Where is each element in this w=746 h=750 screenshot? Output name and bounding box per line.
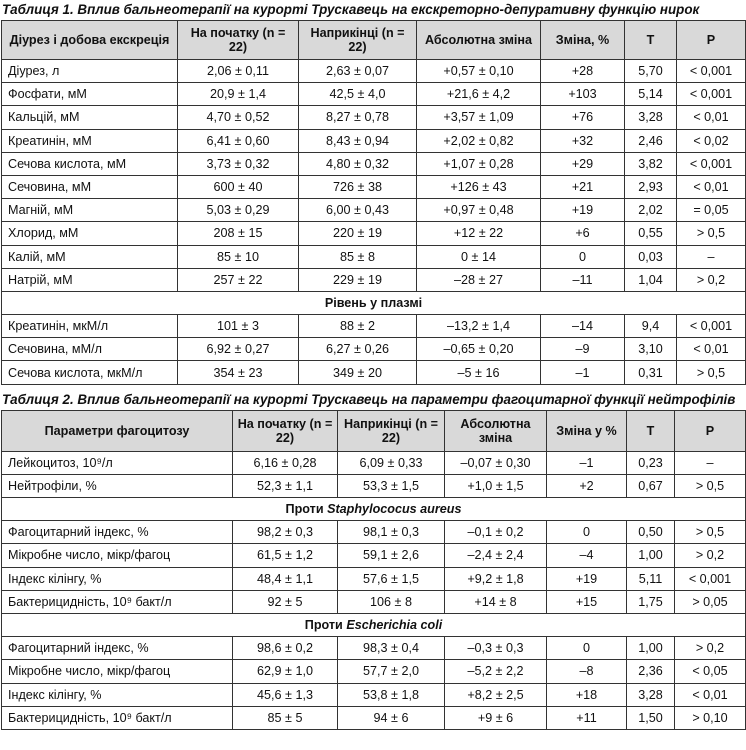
table-cell: +3,57 ± 1,09 bbox=[417, 106, 541, 129]
column-header: P bbox=[675, 410, 746, 451]
table-cell: 59,1 ± 2,6 bbox=[338, 544, 445, 567]
table-cell: –4 bbox=[547, 544, 627, 567]
table-cell: 8,43 ± 0,94 bbox=[299, 129, 417, 152]
table-cell: –9 bbox=[541, 338, 625, 361]
table-cell: > 0,2 bbox=[675, 637, 746, 660]
table-cell: 94 ± 6 bbox=[338, 706, 445, 729]
row-label: Креатинін, мМ bbox=[2, 129, 178, 152]
table-cell: +32 bbox=[541, 129, 625, 152]
table-cell: 4,70 ± 0,52 bbox=[178, 106, 299, 129]
table-cell: < 0,001 bbox=[677, 83, 746, 106]
row-label: Мікробне число, мікр/фагоц bbox=[2, 660, 233, 683]
table-cell: +19 bbox=[541, 199, 625, 222]
table-cell: 92 ± 5 bbox=[233, 590, 338, 613]
table-row bbox=[2, 83, 746, 106]
table-cell: –2,4 ± 2,4 bbox=[445, 544, 547, 567]
table-row bbox=[2, 361, 746, 384]
table-cell: +9 ± 6 bbox=[445, 706, 547, 729]
table-row bbox=[2, 637, 746, 660]
table-row bbox=[2, 706, 746, 729]
column-header: Абсолютна зміна bbox=[445, 410, 547, 451]
table-cell: < 0,01 bbox=[675, 683, 746, 706]
column-header: Наприкінці (n = 22) bbox=[299, 21, 417, 60]
table-cell: 220 ± 19 bbox=[299, 222, 417, 245]
table-cell: –5,2 ± 2,2 bbox=[445, 660, 547, 683]
table-cell: < 0,01 bbox=[677, 175, 746, 198]
row-label: Бактерицидність, 10⁹ бакт/л bbox=[2, 706, 233, 729]
table-cell: < 0,01 bbox=[677, 106, 746, 129]
table-row bbox=[2, 451, 746, 474]
table-cell: –0,3 ± 0,3 bbox=[445, 637, 547, 660]
table-cell: 257 ± 22 bbox=[178, 268, 299, 291]
table-cell: < 0,001 bbox=[677, 60, 746, 83]
table-cell: +1,07 ± 0,28 bbox=[417, 152, 541, 175]
table-cell: –14 bbox=[541, 315, 625, 338]
row-label: Діурез, л bbox=[2, 60, 178, 83]
table-cell: –0,1 ± 0,2 bbox=[445, 521, 547, 544]
row-label: Сечова кислота, мкМ/л bbox=[2, 361, 178, 384]
table-cell: < 0,001 bbox=[677, 152, 746, 175]
table-cell: 3,28 bbox=[625, 106, 677, 129]
table-cell: 6,41 ± 0,60 bbox=[178, 129, 299, 152]
table-cell: 5,03 ± 0,29 bbox=[178, 199, 299, 222]
table2-header-row bbox=[2, 410, 746, 451]
table-cell: 1,00 bbox=[627, 637, 675, 660]
table-cell: 600 ± 40 bbox=[178, 175, 299, 198]
table-cell: 349 ± 20 bbox=[299, 361, 417, 384]
section-title: Рівень у плазмі bbox=[2, 291, 746, 314]
table-cell: +12 ± 22 bbox=[417, 222, 541, 245]
table-cell: +76 bbox=[541, 106, 625, 129]
table-cell: +0,97 ± 0,48 bbox=[417, 199, 541, 222]
row-label: Сечова кислота, мМ bbox=[2, 152, 178, 175]
row-label: Фосфати, мМ bbox=[2, 83, 178, 106]
row-label: Калій, мМ bbox=[2, 245, 178, 268]
table-cell: 5,14 bbox=[625, 83, 677, 106]
row-label: Мікробне число, мікр/фагоц bbox=[2, 544, 233, 567]
table-cell: 0,23 bbox=[627, 451, 675, 474]
table-cell: 0 bbox=[547, 637, 627, 660]
row-label: Натрій, мМ bbox=[2, 268, 178, 291]
table-cell: 98,2 ± 0,3 bbox=[233, 521, 338, 544]
table-row bbox=[2, 222, 746, 245]
table-cell: 354 ± 23 bbox=[178, 361, 299, 384]
table-cell: > 0,5 bbox=[675, 521, 746, 544]
table-row bbox=[2, 152, 746, 175]
table-cell: 2,06 ± 0,11 bbox=[178, 60, 299, 83]
table-cell: 6,27 ± 0,26 bbox=[299, 338, 417, 361]
table-cell: < 0,001 bbox=[675, 567, 746, 590]
table-cell: 42,5 ± 4,0 bbox=[299, 83, 417, 106]
organism-name: Escherichia coli bbox=[346, 618, 443, 633]
table-cell: +8,2 ± 2,5 bbox=[445, 683, 547, 706]
table-cell: 85 ± 5 bbox=[233, 706, 338, 729]
table-row bbox=[2, 106, 746, 129]
table-row bbox=[2, 315, 746, 338]
table-row bbox=[2, 245, 746, 268]
row-label: Індекс кілінгу, % bbox=[2, 567, 233, 590]
column-header: Діурез і добова екскреція bbox=[2, 21, 178, 60]
column-header: Зміна, % bbox=[541, 21, 625, 60]
table-cell: +21 bbox=[541, 175, 625, 198]
table-cell: +103 bbox=[541, 83, 625, 106]
section-title bbox=[2, 498, 746, 521]
table-cell: 1,50 bbox=[627, 706, 675, 729]
table-cell: 57,7 ± 2,0 bbox=[338, 660, 445, 683]
row-label: Нейтрофіли, % bbox=[2, 474, 233, 497]
table-cell: 0,67 bbox=[627, 474, 675, 497]
table-cell: 2,93 bbox=[625, 175, 677, 198]
table-cell: > 0,5 bbox=[675, 474, 746, 497]
column-header: Зміна у % bbox=[547, 410, 627, 451]
table-cell: 45,6 ± 1,3 bbox=[233, 683, 338, 706]
table-cell: 0 ± 14 bbox=[417, 245, 541, 268]
table-cell: 9,4 bbox=[625, 315, 677, 338]
table-cell: 88 ± 2 bbox=[299, 315, 417, 338]
table1-title: Таблиця 1. Вплив бальнеотерапії на курорті Трускавець на екскреторно-депуративну функцію нирок bbox=[2, 2, 700, 17]
table-cell: 1,75 bbox=[627, 590, 675, 613]
table-cell: +126 ± 43 bbox=[417, 175, 541, 198]
table-row bbox=[2, 683, 746, 706]
table-cell: +0,57 ± 0,10 bbox=[417, 60, 541, 83]
table-cell: –28 ± 27 bbox=[417, 268, 541, 291]
table1-body bbox=[2, 60, 746, 385]
table-row bbox=[2, 175, 746, 198]
table-cell: 0 bbox=[541, 245, 625, 268]
section-row bbox=[2, 613, 746, 636]
section-row bbox=[2, 291, 746, 314]
table-cell: 2,63 ± 0,07 bbox=[299, 60, 417, 83]
table-cell: 4,80 ± 0,32 bbox=[299, 152, 417, 175]
table-cell: 3,73 ± 0,32 bbox=[178, 152, 299, 175]
table-cell: 0,03 bbox=[625, 245, 677, 268]
table-cell: 1,00 bbox=[627, 544, 675, 567]
table-cell: +2,02 ± 0,82 bbox=[417, 129, 541, 152]
table-row bbox=[2, 590, 746, 613]
table-cell: +29 bbox=[541, 152, 625, 175]
table-cell: > 0,5 bbox=[677, 361, 746, 384]
table-row bbox=[2, 567, 746, 590]
table1-header-row bbox=[2, 21, 746, 60]
table-cell: –1 bbox=[541, 361, 625, 384]
table-cell: –5 ± 16 bbox=[417, 361, 541, 384]
table-row bbox=[2, 129, 746, 152]
table-cell: 0,31 bbox=[625, 361, 677, 384]
row-label: Бактерицидність, 10⁹ бакт/л bbox=[2, 590, 233, 613]
column-header: T bbox=[625, 21, 677, 60]
table-row bbox=[2, 60, 746, 83]
table-row bbox=[2, 521, 746, 544]
row-label: Хлорид, мМ bbox=[2, 222, 178, 245]
table-row bbox=[2, 660, 746, 683]
table-cell: 98,1 ± 0,3 bbox=[338, 521, 445, 544]
table-cell: 53,3 ± 1,5 bbox=[338, 474, 445, 497]
row-label: Креатинін, мкМ/л bbox=[2, 315, 178, 338]
table-cell: 726 ± 38 bbox=[299, 175, 417, 198]
table-cell: 57,6 ± 1,5 bbox=[338, 567, 445, 590]
table-cell: +18 bbox=[547, 683, 627, 706]
table-cell: 3,10 bbox=[625, 338, 677, 361]
row-label: Індекс кілінгу, % bbox=[2, 683, 233, 706]
table-cell: +28 bbox=[541, 60, 625, 83]
table-cell: 98,6 ± 0,2 bbox=[233, 637, 338, 660]
table-cell: 62,9 ± 1,0 bbox=[233, 660, 338, 683]
table-cell: 3,28 bbox=[627, 683, 675, 706]
table-cell: < 0,02 bbox=[677, 129, 746, 152]
section-prefix: Проти bbox=[304, 618, 347, 633]
table-cell: +21,6 ± 4,2 bbox=[417, 83, 541, 106]
row-label: Сечовина, мМ bbox=[2, 175, 178, 198]
table-cell: 61,5 ± 1,2 bbox=[233, 544, 338, 567]
section-title bbox=[2, 613, 746, 636]
table-cell: – bbox=[677, 245, 746, 268]
table-cell: 6,16 ± 0,28 bbox=[233, 451, 338, 474]
table-cell: > 0,5 bbox=[677, 222, 746, 245]
row-label: Лейкоцитоз, 10⁹/л bbox=[2, 451, 233, 474]
table2-body bbox=[2, 451, 746, 729]
table-cell: > 0,10 bbox=[675, 706, 746, 729]
table-cell: 5,70 bbox=[625, 60, 677, 83]
table-cell: 6,00 ± 0,43 bbox=[299, 199, 417, 222]
row-label: Кальцій, мМ bbox=[2, 106, 178, 129]
table-cell: 106 ± 8 bbox=[338, 590, 445, 613]
table-cell: +19 bbox=[547, 567, 627, 590]
table-cell: 0 bbox=[547, 521, 627, 544]
table-cell: –0,65 ± 0,20 bbox=[417, 338, 541, 361]
table-row bbox=[2, 199, 746, 222]
table-cell: = 0,05 bbox=[677, 199, 746, 222]
table-cell: 52,3 ± 1,1 bbox=[233, 474, 338, 497]
table-cell: < 0,001 bbox=[677, 315, 746, 338]
table-cell: 6,09 ± 0,33 bbox=[338, 451, 445, 474]
table-cell: +15 bbox=[547, 590, 627, 613]
table-cell: 98,3 ± 0,4 bbox=[338, 637, 445, 660]
column-header: На початку (n = 22) bbox=[178, 21, 299, 60]
table-cell: 53,8 ± 1,8 bbox=[338, 683, 445, 706]
table-cell: +1,0 ± 1,5 bbox=[445, 474, 547, 497]
table-cell: –0,07 ± 0,30 bbox=[445, 451, 547, 474]
table-cell: 85 ± 10 bbox=[178, 245, 299, 268]
table-cell: < 0,01 bbox=[677, 338, 746, 361]
section-row bbox=[2, 498, 746, 521]
table-cell: 2,46 bbox=[625, 129, 677, 152]
table-cell: – bbox=[675, 451, 746, 474]
table-row bbox=[2, 544, 746, 567]
table-row bbox=[2, 474, 746, 497]
table-cell: > 0,2 bbox=[677, 268, 746, 291]
column-header: P bbox=[677, 21, 746, 60]
table-row bbox=[2, 268, 746, 291]
row-label: Сечовина, мМ/л bbox=[2, 338, 178, 361]
table-row bbox=[2, 338, 746, 361]
column-header: Наприкінці (n = 22) bbox=[338, 410, 445, 451]
table-cell: +14 ± 8 bbox=[445, 590, 547, 613]
table-cell: 0,55 bbox=[625, 222, 677, 245]
table-cell: +2 bbox=[547, 474, 627, 497]
row-label: Магній, мМ bbox=[2, 199, 178, 222]
row-label: Фагоцитарний індекс, % bbox=[2, 637, 233, 660]
table-cell: +6 bbox=[541, 222, 625, 245]
table-cell: 3,82 bbox=[625, 152, 677, 175]
table-cell: –11 bbox=[541, 268, 625, 291]
table-cell: 8,27 ± 0,78 bbox=[299, 106, 417, 129]
table-cell: –8 bbox=[547, 660, 627, 683]
table1 bbox=[1, 20, 746, 385]
table-cell: –1 bbox=[547, 451, 627, 474]
table-cell: 0,50 bbox=[627, 521, 675, 544]
table-cell: 2,02 bbox=[625, 199, 677, 222]
table-cell: –13,2 ± 1,4 bbox=[417, 315, 541, 338]
table2-title: Таблиця 2. Вплив бальнеотерапії на курорті Трускавець на параметри фагоцитарної функції нейтрофілів bbox=[2, 391, 736, 407]
column-header: Параметри фагоцитозу bbox=[2, 410, 233, 451]
table-cell: 208 ± 15 bbox=[178, 222, 299, 245]
table2 bbox=[1, 410, 746, 730]
column-header: T bbox=[627, 410, 675, 451]
table-cell: 48,4 ± 1,1 bbox=[233, 567, 338, 590]
table-cell: 1,04 bbox=[625, 268, 677, 291]
table-cell: < 0,05 bbox=[675, 660, 746, 683]
table-cell: 6,92 ± 0,27 bbox=[178, 338, 299, 361]
table-cell: 20,9 ± 1,4 bbox=[178, 83, 299, 106]
table-cell: +11 bbox=[547, 706, 627, 729]
table-cell: 85 ± 8 bbox=[299, 245, 417, 268]
section-prefix: Проти bbox=[285, 502, 328, 517]
table-cell: 229 ± 19 bbox=[299, 268, 417, 291]
column-header: На початку (n = 22) bbox=[233, 410, 338, 451]
table-cell: > 0,05 bbox=[675, 590, 746, 613]
table-cell: 2,36 bbox=[627, 660, 675, 683]
table-cell: > 0,2 bbox=[675, 544, 746, 567]
table-cell: 5,11 bbox=[627, 567, 675, 590]
column-header: Абсолютна зміна bbox=[417, 21, 541, 60]
row-label: Фагоцитарний індекс, % bbox=[2, 521, 233, 544]
organism-name: Staphylococus aureus bbox=[327, 502, 462, 517]
table-cell: 101 ± 3 bbox=[178, 315, 299, 338]
table-cell: +9,2 ± 1,8 bbox=[445, 567, 547, 590]
